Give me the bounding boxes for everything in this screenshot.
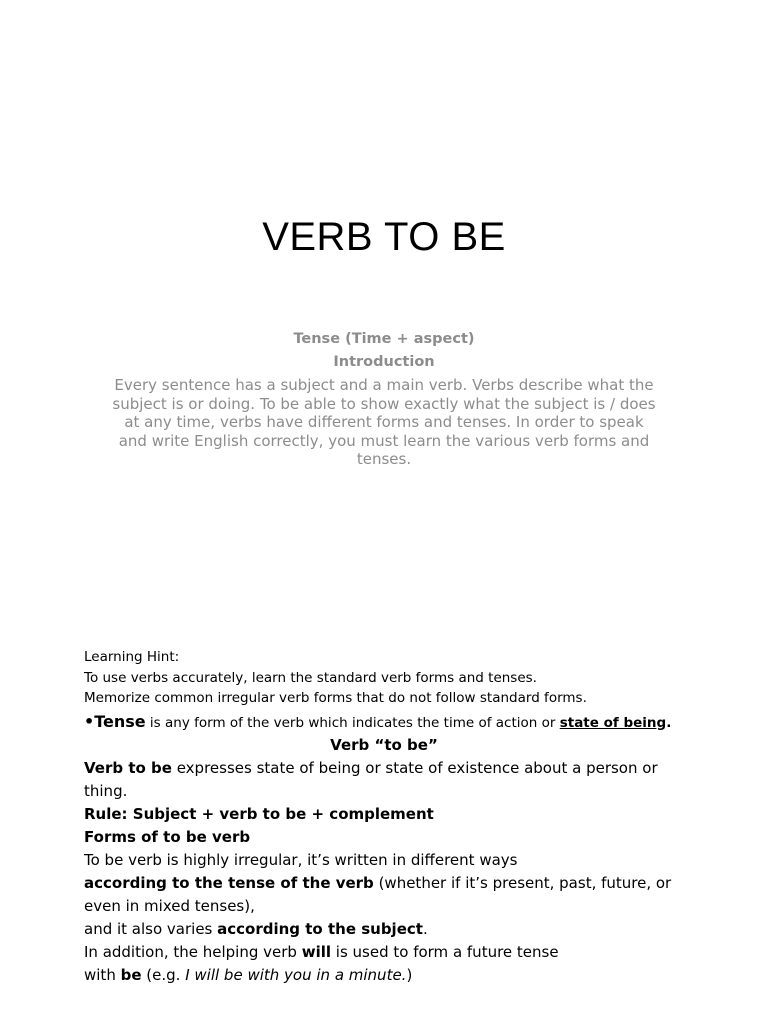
- notes-section: [84, 647, 684, 987]
- verb-to-be-definition-text: expresses state of being or state of existence about a person or thing.: [84, 758, 658, 800]
- learning-hint-line-2: Memorize common irregular verb forms that do not follow standard forms.: [84, 690, 587, 706]
- tense-state-of-being: state of being: [559, 714, 667, 731]
- subtitle-block: [110, 328, 658, 469]
- according-tense-bold: according to the tense of the verb: [84, 873, 374, 892]
- page-title: VERB TO BE: [262, 215, 506, 259]
- example-sentence: I will be with you in a minute.: [185, 965, 407, 984]
- according-tense-text: (whether if it’s present, past, future, or even in mixed tenses),: [84, 873, 672, 915]
- rule-line: Rule: Subject + verb to be + complement: [84, 804, 434, 823]
- subtitle-tense: Tense (Time + aspect): [293, 331, 475, 347]
- be-bold: be: [120, 965, 142, 984]
- example-line: with be (e.g. I will be with you in a minute.): [84, 965, 413, 984]
- will-bold: will: [301, 942, 332, 961]
- tense-definition: [84, 711, 684, 734]
- verb-to-be-definition: [84, 757, 684, 803]
- forms-heading: Forms of to be verb: [84, 827, 251, 846]
- introduction-paragraph: Every sentence has a subject and a main verb. Verbs describe what the subject is or doing. To be able to show exactly what the subject is / does at any time, verbs have different forms and tenses. In order to speak and write English correctly, you must learn the various verb forms and tenses.: [112, 376, 656, 468]
- tense-bullet: •Tense: [84, 711, 146, 731]
- according-subject-bold: according to the subject: [217, 919, 423, 938]
- learning-hint-label: Learning Hint:: [84, 649, 180, 665]
- tense-period: .: [666, 714, 672, 731]
- helping-verb-line: In addition, the helping verb will is used to form a future tense: [84, 942, 559, 961]
- verb-to-be-bold: Verb to be: [84, 758, 172, 777]
- according-tense-line: [84, 872, 684, 918]
- irregular-line: To be verb is highly irregular, it’s written in different ways: [84, 850, 518, 869]
- subtitle-introduction: Introduction: [333, 354, 435, 370]
- tense-definition-text: is any form of the verb which indicates the time of action or: [145, 714, 560, 731]
- verb-to-be-heading: Verb “to be”: [330, 735, 438, 754]
- learning-hint-line-1: To use verbs accurately, learn the standard verb forms and tenses.: [84, 669, 537, 686]
- varies-subject-line: and it also varies according to the subject.: [84, 919, 428, 938]
